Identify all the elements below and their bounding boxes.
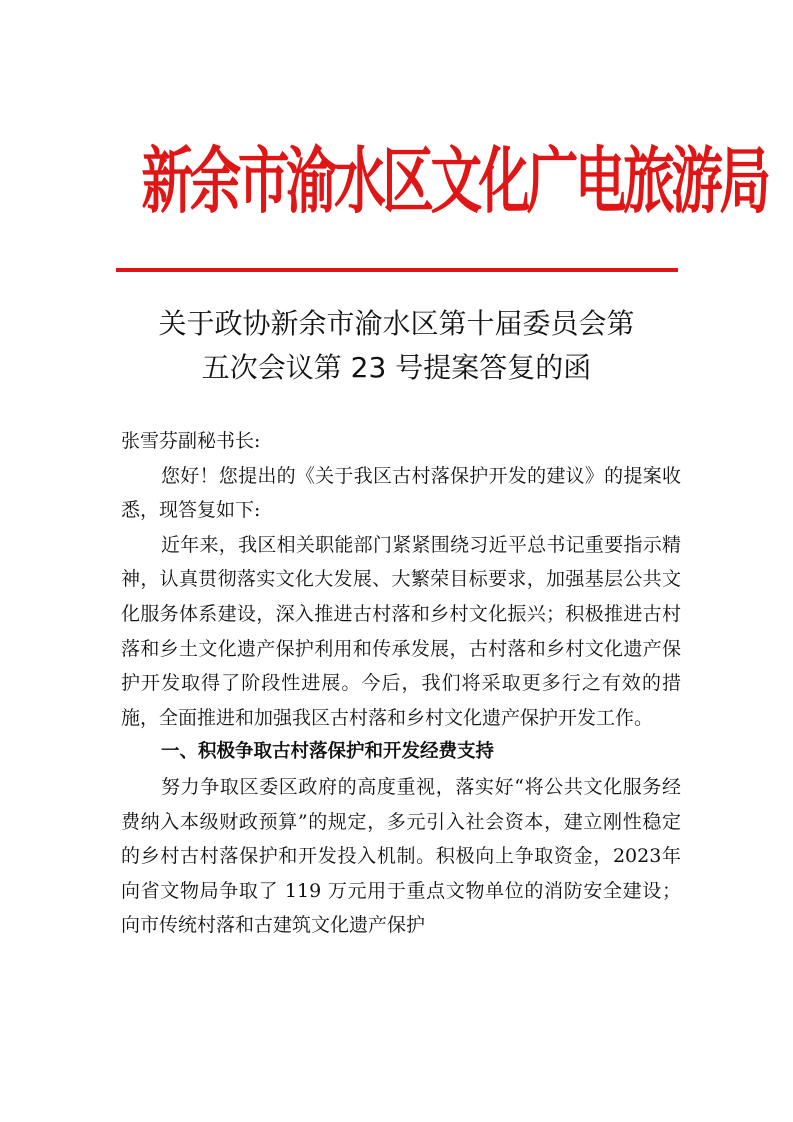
paragraph-overview: 近年来，我区相关职能部门紧紧围绕习近平总书记重要指示精神，认真贯彻落实文化大发展、大繁荣目标要求，加强基层公共文化服务体系建设，深入推进古村落和乡村文化振兴；积极推进古村落和乡土文化遗产保护利用和传承发展，古村落和乡村文化遗产保护开发取得了阶段性进展。今后，我们将采取更多行之有效的措施，全面推进和加强我区古村落和乡村文化遗产保护开发工作。 [121,533,681,729]
section-heading-1: 一、积极争取古村落保护和开发经费支持 [161,741,495,763]
document-title [90,302,703,390]
document-title-line-1: 关于政协新余市渝水区第十届委员会第 [158,307,635,340]
letterhead-red-rule [116,268,678,272]
paragraph-greeting: 您好！您提出的《关于我区古村落保护开发的建议》的提案收悉，现答复如下: [121,464,681,522]
document-title-line-2: 五次会议第 23 号提案答复的函 [201,351,592,384]
salutation: 张雪芬副秘书长: [121,430,261,452]
paragraph-funding: 努力争取区委区政府的高度重视，落实好“将公共文化服务经费纳入本级财政预算”的规定，多元引入社会资本，建立刚性稳定的乡村古村落保护和开发投入机制。积极向上争取资金，2023年向省文物局争取了 119 万元用于重点文物单位的消防安全建设；向市传统村落和古建筑文化遗产保护 [121,775,681,937]
letter-body [121,424,681,943]
letterhead-org-name: 新余市渝水区文化广电旅游局 [141,140,768,224]
